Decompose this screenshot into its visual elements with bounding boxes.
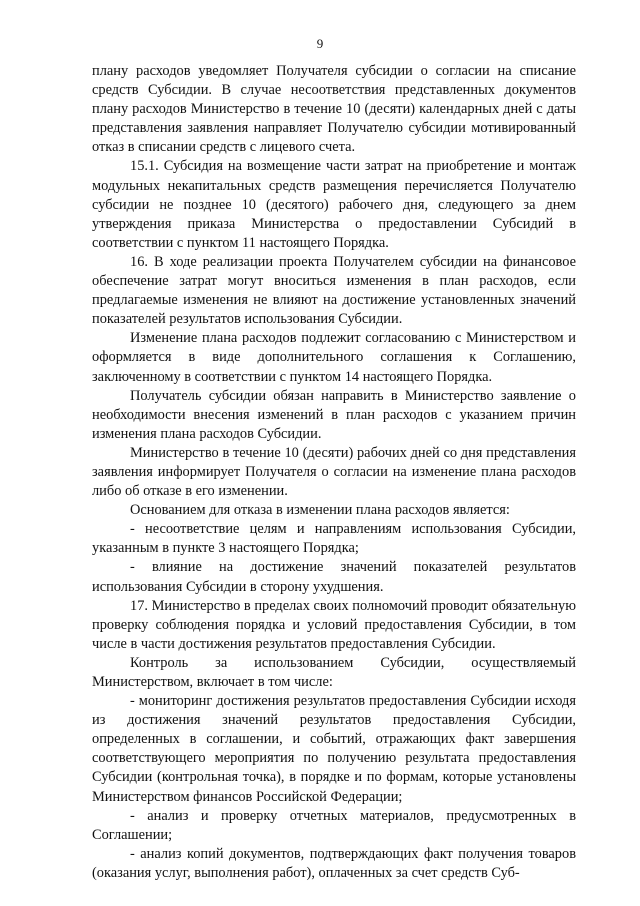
list-item: - анализ и проверку отчетных материалов, предусмотренных в Соглашении; [92,807,576,843]
list-item: - влияние на достижение значений показателей результатов использования Субсидии в сторону ухудшения. [92,559,576,595]
paragraph: плану расходов уведомляет Получателя субсидии о согласии на списание средств Субсидии. В случае несоответствия представленных документов плану расходов Министерство в течение 10 (десяти) календарных дней с даты представления заявления направляет Получателю субсидии мотивированный отказ в списании средств с лицевого счета. [92,63,576,156]
paragraph: 15.1. Субсидия на возмещение части затрат на приобретение и монтаж модульных некапитальных средств размещения перечисляется Получателю субсидии не позднее 10 (десятого) рабочего дня, следующего за днем утверждения приказа Министерства о предоставлении Субсидий в соответствии с пунктом 11 настоящего Порядка. [92,158,576,251]
list-item: - мониторинг достижения результатов предоставления Субсидии исходя из достижения значений результатов предоставления Субсидии, определенных в соглашении, и событий, отражающих факт завершения соответствующего мероприятия по получению результата предоставления Субсидии (контрольная точка), в порядке и по формам, которые установлены Министерством финансов Российской Федерации; [92,693,576,805]
paragraph: Министерство в течение 10 (десяти) рабочих дней со дня представления заявления информирует Получателя о согласии на изменение плана расходов либо об отказе в его изменении. [92,444,576,500]
paragraph: Изменение плана расходов подлежит согласованию с Министерством и оформляется в виде дополнительного соглашения к Соглашению, заключенному в соответствии с пунктом 14 настоящего Порядка. [92,330,576,385]
paragraph: Получатель субсидии обязан направить в Министерство заявление о необходимости внесения изменений в план расходов с указанием причин изменения плана расходов Субсидии. [92,387,576,442]
paragraph: Основанием для отказа в изменении плана расходов является: [130,502,510,519]
list-item: - несоответствие целям и направлениям использования Субсидии, указанным в пункте 3 настоящего Порядка; [92,521,576,557]
document-body [92,62,576,883]
paragraph: 16. В ходе реализации проекта Получателем субсидии на финансовое обеспечение затрат могут вноситься изменения в план расходов, если предлагаемые изменения не влияют на достижение установленных значений показателей результатов использования Субсидии. [92,253,576,328]
list-item: - анализ копий документов, подтверждающих факт получения товаров (оказания услуг, выполнения работ), оплаченных за счет средств Суб- [92,845,576,881]
paragraph: Контроль за использованием Субсидии, осуществляемый Министерством, включает в том числе: [92,654,576,690]
page-number: 9 [316,36,324,51]
paragraph: 17. Министерство в пределах своих полномочий проводит обязательную проверку соблюдения порядка и условий предоставления Субсидии, в том числе в части достижения результатов предоставления Субсидии. [92,597,576,652]
